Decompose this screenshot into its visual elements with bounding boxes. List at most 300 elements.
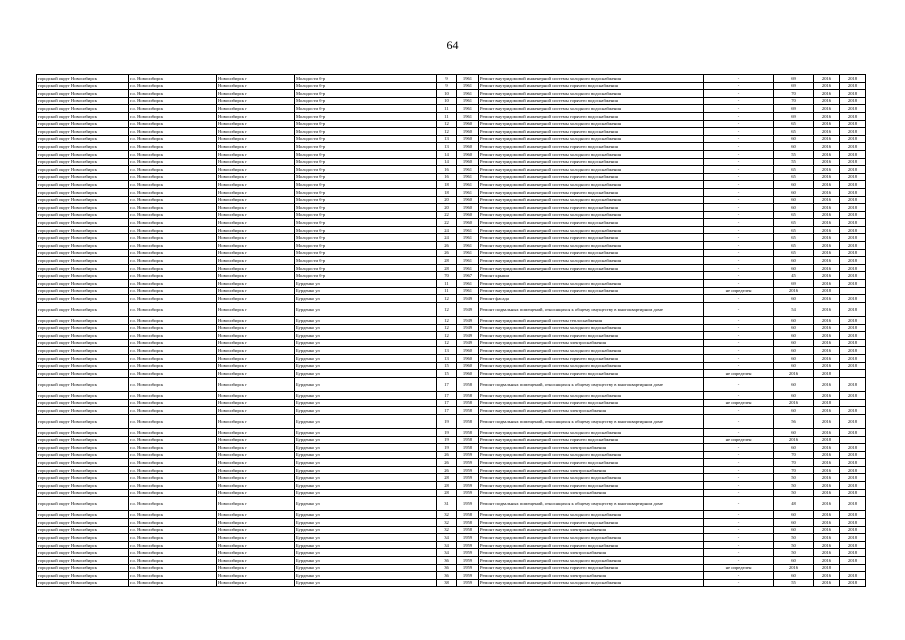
end-year-cell: 2018 — [840, 97, 866, 105]
city-cell: Новосибирск г — [217, 128, 295, 136]
city-cell: Новосибирск г — [217, 150, 295, 158]
year-built-cell: 1949 — [457, 324, 479, 332]
city-cell: Новосибирск г — [217, 459, 295, 467]
year-built-cell: 1959 — [457, 541, 479, 549]
work-type-cell: Ремонт внутридомовой инженерной системы горячего водоснабжения — [479, 519, 704, 527]
street-cell: Молодости б-р — [295, 105, 437, 113]
start-year-cell: 2016 — [814, 579, 840, 587]
house-number-cell: 26 — [437, 242, 457, 250]
cost-cell: - — [704, 128, 774, 136]
municipality-cell: г.о. Новосибирск — [129, 377, 217, 391]
end-year-cell: 2018 — [840, 302, 866, 316]
municipality-cell: г.о. Новосибирск — [129, 557, 217, 565]
municipality-cell: г.о. Новосибирск — [129, 407, 217, 415]
municipality-cell: г.о. Новосибирск — [129, 211, 217, 219]
district-cell: городской округ Новосибирск — [37, 511, 129, 519]
cost-cell: - — [704, 150, 774, 158]
start-year-cell: 2016 — [814, 511, 840, 519]
house-number-cell: 11 — [437, 287, 457, 295]
house-number-cell: 36 — [437, 564, 457, 572]
house-number-cell: 17 — [437, 399, 457, 407]
wear-percent-cell: 65 — [774, 128, 814, 136]
work-type-cell: Ремонт внутридомовой инженерной системы горячего водоснабжения — [479, 249, 704, 257]
street-cell: Бурденко ул — [295, 466, 437, 474]
district-cell: городской округ Новосибирск — [37, 211, 129, 219]
street-cell: Бурденко ул — [295, 511, 437, 519]
district-cell: городской округ Новосибирск — [37, 362, 129, 370]
municipality-cell: г.о. Новосибирск — [129, 370, 217, 378]
street-cell: Молодости б-р — [295, 264, 437, 272]
year-built-cell: 1960 — [457, 219, 479, 227]
start-year-cell: 2016 — [814, 391, 840, 399]
city-cell: Новосибирск г — [217, 347, 295, 355]
cost-cell: - — [704, 534, 774, 542]
street-cell: Бурденко ул — [295, 497, 437, 511]
house-number-cell: 9 — [437, 75, 457, 83]
municipality-cell: г.о. Новосибирск — [129, 105, 217, 113]
work-type-cell: Ремонт внутридомовой инженерной системы горячего водоснабжения — [479, 158, 704, 166]
table-row — [37, 242, 866, 250]
municipality-cell: г.о. Новосибирск — [129, 451, 217, 459]
municipality-cell: г.о. Новосибирск — [129, 272, 217, 280]
start-year-cell: 2016 — [814, 226, 840, 234]
street-cell: Бурденко ул — [295, 302, 437, 316]
cost-cell: - — [704, 511, 774, 519]
year-built-cell: 1959 — [457, 557, 479, 565]
cost-cell: - — [704, 579, 774, 587]
page-number: 64 — [446, 38, 459, 52]
city-cell: Новосибирск г — [217, 519, 295, 527]
street-cell: Бурденко ул — [295, 332, 437, 340]
municipality-cell: г.о. Новосибирск — [129, 466, 217, 474]
table-row — [37, 497, 866, 511]
work-type-cell: Ремонт внутридомовой инженерной системы горячего водоснабжения — [479, 97, 704, 105]
cost-cell: - — [704, 324, 774, 332]
table-row — [37, 226, 866, 234]
district-cell: городской округ Новосибирск — [37, 549, 129, 557]
wear-percent-cell: 69 — [774, 75, 814, 83]
district-cell: городской округ Новосибирск — [37, 135, 129, 143]
district-cell: городской округ Новосибирск — [37, 332, 129, 340]
work-type-cell: Ремонт внутридомовой инженерной системы холодного водоснабжения — [479, 135, 704, 143]
street-cell: Молодости б-р — [295, 196, 437, 204]
cost-cell: - — [704, 158, 774, 166]
district-cell: городской округ Новосибирск — [37, 204, 129, 212]
municipality-cell: г.о. Новосибирск — [129, 497, 217, 511]
city-cell: Новосибирск г — [217, 579, 295, 587]
end-year-cell: 2018 — [840, 354, 866, 362]
municipality-cell: г.о. Новосибирск — [129, 75, 217, 83]
house-number-cell: 22 — [437, 219, 457, 227]
table-row — [37, 75, 866, 83]
street-cell: Молодости б-р — [295, 158, 437, 166]
wear-percent-cell: 60 — [774, 143, 814, 151]
work-type-cell: Ремонт внутридомовой инженерной системы холодного водоснабжения — [479, 90, 704, 98]
start-year-cell: 2016 — [814, 557, 840, 565]
cost-cell: - — [704, 302, 774, 316]
wear-percent-cell: 60 — [774, 362, 814, 370]
cost-cell: - — [704, 166, 774, 174]
end-year-cell: 2018 — [840, 166, 866, 174]
wear-percent-cell: 60 — [774, 444, 814, 452]
street-cell: Бурденко ул — [295, 339, 437, 347]
house-number-cell: 19 — [437, 444, 457, 452]
street-cell: Бурденко ул — [295, 579, 437, 587]
year-built-cell: 1958 — [457, 428, 479, 436]
work-type-cell: Ремонт внутридомовой инженерной системы холодного водоснабжения — [479, 534, 704, 542]
start-year-cell: 2016 — [814, 526, 840, 534]
house-number-cell: 10 — [437, 97, 457, 105]
municipality-cell: г.о. Новосибирск — [129, 226, 217, 234]
end-year-cell: 2018 — [840, 324, 866, 332]
start-year-cell: 2016 — [814, 97, 840, 105]
start-year-cell: 2016 — [814, 474, 840, 482]
street-cell: Молодости б-р — [295, 166, 437, 174]
cost-cell: - — [704, 211, 774, 219]
district-cell: городской округ Новосибирск — [37, 391, 129, 399]
year-built-cell: 1960 — [457, 135, 479, 143]
start-year-cell: 2016 — [814, 302, 840, 316]
wear-percent-cell: 65 — [774, 234, 814, 242]
district-cell: городской округ Новосибирск — [37, 399, 129, 407]
cost-cell: - — [704, 105, 774, 113]
year-built-cell: 1961 — [457, 166, 479, 174]
municipality-cell: г.о. Новосибирск — [129, 511, 217, 519]
municipality-cell: г.о. Новосибирск — [129, 324, 217, 332]
city-cell: Новосибирск г — [217, 158, 295, 166]
table-row — [37, 354, 866, 362]
work-type-cell: Ремонт подвальных помещений, относящихся к общему имуществу в многоквартирном доме — [479, 302, 704, 316]
municipality-cell: г.о. Новосибирск — [129, 135, 217, 143]
city-cell: Новосибирск г — [217, 324, 295, 332]
street-cell: Бурденко ул — [295, 414, 437, 428]
cost-cell: - — [704, 414, 774, 428]
wear-percent-cell: 65 — [774, 219, 814, 227]
end-year-cell: 2018 — [840, 317, 866, 325]
end-year-cell: 2018 — [840, 196, 866, 204]
table-row — [37, 339, 866, 347]
house-number-cell: 12 — [437, 128, 457, 136]
city-cell: Новосибирск г — [217, 219, 295, 227]
municipality-cell: г.о. Новосибирск — [129, 158, 217, 166]
wear-percent-cell: 70 — [774, 459, 814, 467]
year-built-cell: 1959 — [457, 451, 479, 459]
end-year-cell: 2018 — [840, 204, 866, 212]
street-cell: Молодости б-р — [295, 219, 437, 227]
cost-cell: - — [704, 519, 774, 527]
work-type-cell: Ремонт внутридомовой инженерной системы горячего водоснабжения — [479, 564, 704, 572]
work-type-cell: Ремонт внутридомовой инженерной системы холодного водоснабжения — [479, 120, 704, 128]
work-type-cell: Ремонт внутридомовой инженерной системы холодного водоснабжения — [479, 579, 704, 587]
district-cell: городской округ Новосибирск — [37, 557, 129, 565]
street-cell: Молодости б-р — [295, 82, 437, 90]
house-number-cell: 26 — [437, 249, 457, 257]
year-built-cell: 1958 — [457, 436, 479, 444]
district-cell: городской округ Новосибирск — [37, 75, 129, 83]
house-number-cell: 10 — [437, 90, 457, 98]
cost-cell: - — [704, 90, 774, 98]
table-row — [37, 579, 866, 587]
city-cell: Новосибирск г — [217, 377, 295, 391]
start-year-cell: 2016 — [814, 280, 840, 288]
work-type-cell: Ремонт крыши — [479, 272, 704, 280]
house-number-cell: 28 — [437, 257, 457, 265]
city-cell: Новосибирск г — [217, 120, 295, 128]
year-built-cell: 1967 — [457, 272, 479, 280]
cost-cell: - — [704, 295, 774, 303]
start-year-cell: 2016 — [814, 534, 840, 542]
work-type-cell: Ремонт внутридомовой инженерной системы холодного водоснабжения — [479, 150, 704, 158]
end-year-cell: 2018 — [840, 234, 866, 242]
house-number-cell: 32 — [437, 519, 457, 527]
start-year-cell: 2016 — [814, 354, 840, 362]
end-year-cell: 2018 — [840, 280, 866, 288]
year-built-cell: 1961 — [457, 181, 479, 189]
district-cell: городской округ Новосибирск — [37, 242, 129, 250]
house-number-cell: 28 — [437, 264, 457, 272]
district-cell: городской округ Новосибирск — [37, 459, 129, 467]
district-cell: городской округ Новосибирск — [37, 173, 129, 181]
house-number-cell: 12 — [437, 332, 457, 340]
year-built-cell: 1959 — [457, 564, 479, 572]
year-built-cell: 1960 — [457, 354, 479, 362]
street-cell: Бурденко ул — [295, 377, 437, 391]
cost-cell: - — [704, 264, 774, 272]
municipality-cell: г.о. Новосибирск — [129, 302, 217, 316]
table-row — [37, 466, 866, 474]
city-cell: Новосибирск г — [217, 451, 295, 459]
district-cell: городской округ Новосибирск — [37, 143, 129, 151]
city-cell: Новосибирск г — [217, 90, 295, 98]
cost-cell: - — [704, 391, 774, 399]
start-year-cell: 2016 — [814, 166, 840, 174]
year-built-cell: 1959 — [457, 459, 479, 467]
end-year-cell: 2018 — [840, 143, 866, 151]
work-type-cell: Ремонт внутридомовой инженерной системы электроснабжения — [479, 572, 704, 580]
district-cell: городской округ Новосибирск — [37, 407, 129, 415]
city-cell: Новосибирск г — [217, 370, 295, 378]
house-number-cell: 16 — [437, 173, 457, 181]
street-cell: Бурденко ул — [295, 557, 437, 565]
start-year-cell: 2016 — [814, 549, 840, 557]
district-cell: городской округ Новосибирск — [37, 497, 129, 511]
year-built-cell: 1958 — [457, 519, 479, 527]
end-year-cell — [840, 370, 866, 378]
start-year-cell: 2016 — [814, 295, 840, 303]
start-year-cell: 2016 — [814, 264, 840, 272]
city-cell: Новосибирск г — [217, 414, 295, 428]
district-cell: городской округ Новосибирск — [37, 90, 129, 98]
street-cell: Молодости б-р — [295, 120, 437, 128]
municipality-cell: г.о. Новосибирск — [129, 173, 217, 181]
wear-percent-cell: 60 — [774, 391, 814, 399]
house-number-cell: 19 — [437, 428, 457, 436]
city-cell: Новосибирск г — [217, 444, 295, 452]
municipality-cell: г.о. Новосибирск — [129, 489, 217, 497]
street-cell: Бурденко ул — [295, 295, 437, 303]
table-row — [37, 534, 866, 542]
city-cell: Новосибирск г — [217, 354, 295, 362]
cost-cell: - — [704, 82, 774, 90]
wear-percent-cell: 65 — [774, 120, 814, 128]
district-cell: городской округ Новосибирск — [37, 120, 129, 128]
street-cell: Бурденко ул — [295, 399, 437, 407]
table-row — [37, 302, 866, 316]
year-built-cell: 1959 — [457, 549, 479, 557]
wear-percent-cell: 60 — [774, 526, 814, 534]
district-cell: городской округ Новосибирск — [37, 339, 129, 347]
district-cell: городской округ Новосибирск — [37, 354, 129, 362]
year-built-cell: 1961 — [457, 257, 479, 265]
work-type-cell: Ремонт внутридомовой инженерной системы горячего водоснабжения — [479, 204, 704, 212]
table-row — [37, 249, 866, 257]
year-built-cell: 1960 — [457, 196, 479, 204]
house-number-cell: 36 — [437, 557, 457, 565]
cost-cell: - — [704, 219, 774, 227]
district-cell: городской округ Новосибирск — [37, 526, 129, 534]
street-cell: Молодости б-р — [295, 211, 437, 219]
wear-percent-cell: 60 — [774, 557, 814, 565]
street-cell: Бурденко ул — [295, 324, 437, 332]
house-number-cell: 11 — [437, 112, 457, 120]
municipality-cell: г.о. Новосибирск — [129, 482, 217, 490]
start-year-cell: 2016 — [814, 272, 840, 280]
start-year-cell: 2016 — [814, 362, 840, 370]
house-number-cell: 13 — [437, 135, 457, 143]
street-cell: Молодости б-р — [295, 226, 437, 234]
municipality-cell: г.о. Новосибирск — [129, 362, 217, 370]
district-cell: городской округ Новосибирск — [37, 295, 129, 303]
end-year-cell — [840, 436, 866, 444]
work-type-cell: Ремонт внутридомовой инженерной системы горячего водоснабжения — [479, 482, 704, 490]
work-type-cell: Ремонт внутридомовой инженерной системы электроснабжения — [479, 444, 704, 452]
table-row — [37, 181, 866, 189]
street-cell: Бурденко ул — [295, 362, 437, 370]
street-cell: Молодости б-р — [295, 181, 437, 189]
city-cell: Новосибирск г — [217, 166, 295, 174]
end-year-cell: 2018 — [840, 90, 866, 98]
start-year-cell: 2016 — [814, 105, 840, 113]
street-cell: Молодости б-р — [295, 143, 437, 151]
municipality-cell: г.о. Новосибирск — [129, 166, 217, 174]
municipality-cell: г.о. Новосибирск — [129, 428, 217, 436]
district-cell: городской округ Новосибирск — [37, 428, 129, 436]
work-type-cell: Ремонт внутридомовой инженерной системы холодного водоснабжения — [479, 428, 704, 436]
start-year-cell: 2018 — [814, 436, 840, 444]
wear-percent-cell: 54 — [774, 302, 814, 316]
street-cell: Бурденко ул — [295, 541, 437, 549]
wear-percent-cell: 2016 — [774, 564, 814, 572]
house-number-cell: 13 — [437, 143, 457, 151]
start-year-cell: 2016 — [814, 90, 840, 98]
district-cell: городской округ Новосибирск — [37, 482, 129, 490]
end-year-cell: 2018 — [840, 188, 866, 196]
municipality-cell: г.о. Новосибирск — [129, 459, 217, 467]
start-year-cell: 2016 — [814, 158, 840, 166]
municipality-cell: г.о. Новосибирск — [129, 82, 217, 90]
house-number-cell: 18 — [437, 188, 457, 196]
start-year-cell: 2016 — [814, 377, 840, 391]
district-cell: городской округ Новосибирск — [37, 226, 129, 234]
cost-cell: - — [704, 317, 774, 325]
work-type-cell: Ремонт внутридомовой инженерной системы горячего водоснабжения — [479, 128, 704, 136]
work-type-cell: Ремонт внутридомовой инженерной системы холодного водоснабжения — [479, 557, 704, 565]
table-row — [37, 204, 866, 212]
wear-percent-cell: 70 — [774, 90, 814, 98]
city-cell: Новосибирск г — [217, 257, 295, 265]
wear-percent-cell: 55 — [774, 150, 814, 158]
city-cell: Новосибирск г — [217, 181, 295, 189]
house-number-cell: 12 — [437, 324, 457, 332]
table-row — [37, 196, 866, 204]
end-year-cell: 2018 — [840, 264, 866, 272]
district-cell: городской округ Новосибирск — [37, 377, 129, 391]
year-built-cell: 1959 — [457, 474, 479, 482]
end-year-cell: 2018 — [840, 82, 866, 90]
start-year-cell: 2016 — [814, 249, 840, 257]
city-cell: Новосибирск г — [217, 75, 295, 83]
municipality-cell: г.о. Новосибирск — [129, 295, 217, 303]
work-type-cell: Ремонт внутридомовой инженерной системы электроснабжения — [479, 339, 704, 347]
wear-percent-cell: 69 — [774, 112, 814, 120]
year-built-cell: 1960 — [457, 211, 479, 219]
municipality-cell: г.о. Новосибирск — [129, 391, 217, 399]
city-cell: Новосибирск г — [217, 249, 295, 257]
work-type-cell: Ремонт внутридомовой инженерной системы горячего водоснабжения — [479, 436, 704, 444]
municipality-cell: г.о. Новосибирск — [129, 287, 217, 295]
cost-cell: - — [704, 549, 774, 557]
wear-percent-cell: 50 — [774, 534, 814, 542]
end-year-cell: 2018 — [840, 105, 866, 113]
city-cell: Новосибирск г — [217, 295, 295, 303]
end-year-cell: 2018 — [840, 407, 866, 415]
municipality-cell: г.о. Новосибирск — [129, 128, 217, 136]
street-cell: Бурденко ул — [295, 428, 437, 436]
street-cell: Молодости б-р — [295, 249, 437, 257]
work-type-cell: Ремонт внутридомовой инженерной системы горячего водоснабжения — [479, 264, 704, 272]
table-row — [37, 332, 866, 340]
wear-percent-cell: 2016 — [774, 399, 814, 407]
table-row — [37, 150, 866, 158]
municipality-cell: г.о. Новосибирск — [129, 474, 217, 482]
year-built-cell: 1958 — [457, 407, 479, 415]
work-type-cell: Ремонт внутридомовой инженерной системы горячего водоснабжения — [479, 143, 704, 151]
year-built-cell: 1959 — [457, 572, 479, 580]
start-year-cell: 2016 — [814, 234, 840, 242]
table-row — [37, 541, 866, 549]
cost-cell: - — [704, 181, 774, 189]
work-type-cell: Ремонт внутридомовой инженерной системы горячего водоснабжения — [479, 219, 704, 227]
start-year-cell: 2016 — [814, 497, 840, 511]
cost-cell: - — [704, 489, 774, 497]
work-type-cell: Ремонт внутридомовой инженерной системы горячего водоснабжения — [479, 287, 704, 295]
street-cell: Бурденко ул — [295, 526, 437, 534]
city-cell: Новосибирск г — [217, 399, 295, 407]
wear-percent-cell: 60 — [774, 264, 814, 272]
table-row — [37, 128, 866, 136]
street-cell: Молодости б-р — [295, 234, 437, 242]
district-cell: городской округ Новосибирск — [37, 158, 129, 166]
wear-percent-cell: 69 — [774, 82, 814, 90]
year-built-cell: 1949 — [457, 295, 479, 303]
house-number-cell: 70 — [437, 272, 457, 280]
table-row — [37, 295, 866, 303]
district-cell: городской округ Новосибирск — [37, 287, 129, 295]
municipality-cell: г.о. Новосибирск — [129, 354, 217, 362]
work-type-cell: Ремонт внутридомовой инженерной системы холодного водоснабжения — [479, 280, 704, 288]
house-number-cell: 34 — [437, 541, 457, 549]
city-cell: Новосибирск г — [217, 112, 295, 120]
